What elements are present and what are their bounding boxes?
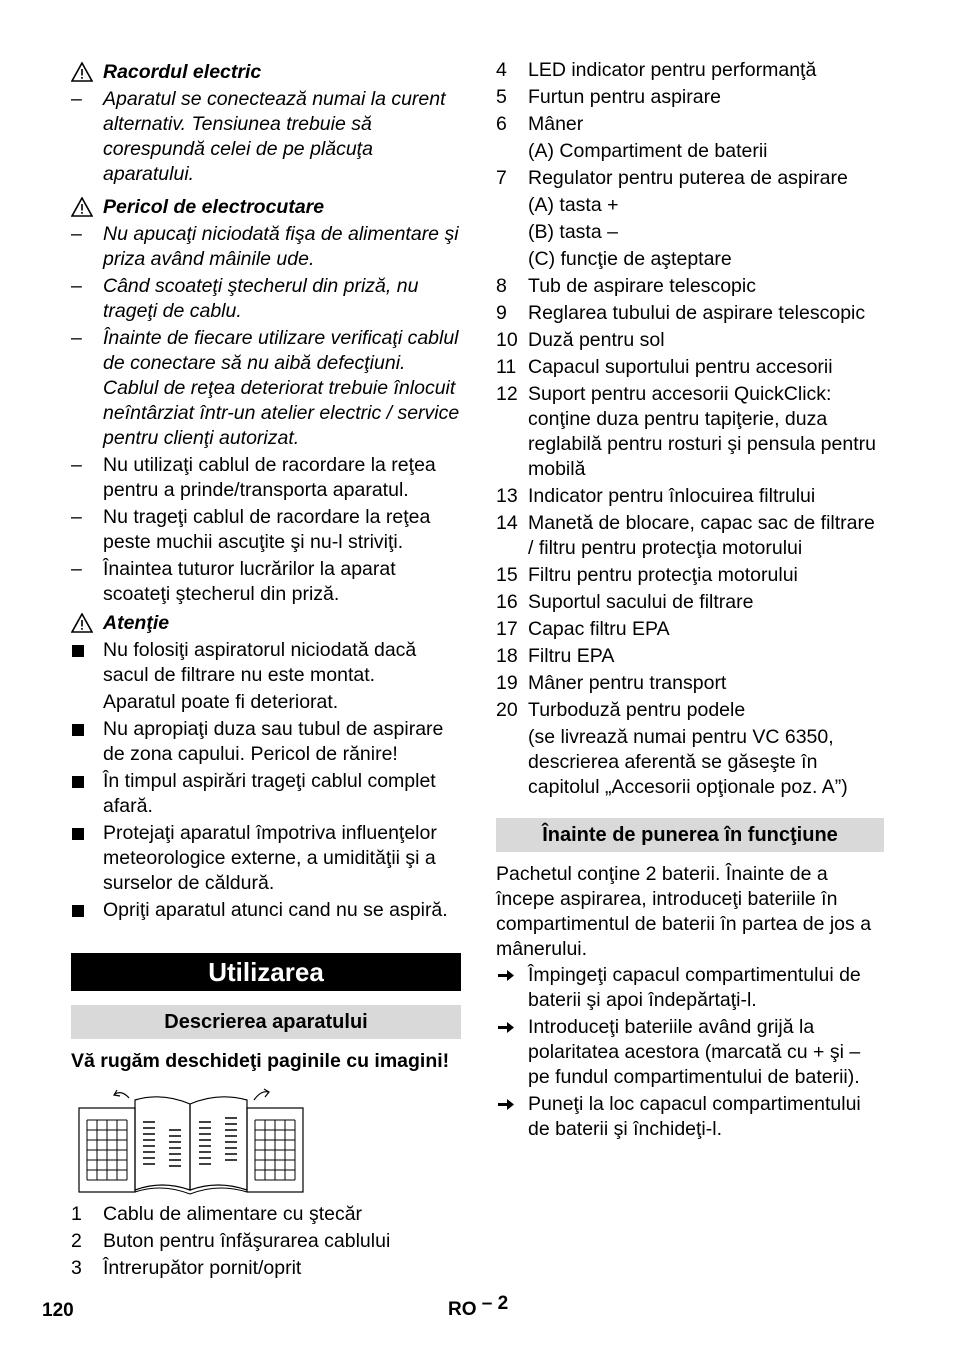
instruction-open-pages: Vă rugăm deschideţi paginile cu imagini! (71, 1050, 450, 1072)
component-list-item: 11 Capacul suportului pentru accesorii (496, 356, 833, 378)
square-bullet-icon (72, 776, 84, 788)
section-heading-before-use: Înainte de punerea în funcţiune (496, 818, 884, 852)
component-list-item: 6 Mâner (496, 113, 584, 135)
battery-paragraph: Pachetul conţine 2 baterii. Înainte de a începe aspirarea, introduceţi bateriile în compartimentul de baterii în partea de jos a mânerului. (496, 863, 872, 960)
component-list-item: 3 Întrerupător pornit/oprit (71, 1257, 302, 1279)
component-list-item: 7 Regulator pentru puterea de aspirare (496, 167, 848, 189)
list-item: – Nu trageţi cablul de racordare la reţea peste muchii ascuţite şi nu-l striviţi. (71, 505, 461, 555)
component-list-item: 4 LED indicator pentru performanţă (496, 59, 817, 81)
warning-heading-shock (71, 195, 461, 220)
component-sub-item: (B) tasta – (528, 221, 618, 243)
component-list-item: 9 Reglarea tubului de aspirare telescopic (496, 302, 866, 324)
component-list-item: 10 Duză pentru sol (496, 329, 665, 351)
square-bullet-icon (72, 905, 84, 917)
warning-triangle-icon (71, 62, 93, 82)
component-list-item: 14 Manetă de blocare, capac sac de filtrare / filtru pentru protecţia motorului (496, 512, 875, 559)
language-code: RO (448, 1299, 477, 1320)
caution-item: Nu folosiţi aspiratorul niciodată dacă sacul de filtrare nu este montat. (71, 638, 461, 688)
step-item: Puneţi la loc capacul compartimentului de baterii şi închideţi-l. (496, 1092, 884, 1142)
list-item: – Înainte de fiecare utilizare verificaţi cablul de conectare să nu aibă defecţiuni. Cablul de reţea deteriorat trebuie înlocuit neîntârziat într-un atelier electric / service pentru clienţi autorizat. (71, 326, 461, 451)
section-heading-usage: Utilizarea (71, 953, 461, 991)
right-column (496, 58, 884, 1144)
component-list-item: 2 Buton pentru înfăşurarea cablului (71, 1230, 391, 1252)
page-suffix: – 2 (481, 1293, 509, 1314)
warning-heading-electrical (71, 60, 461, 85)
component-list-item: 13 Indicator pentru înlocuirea filtrului (496, 485, 816, 507)
component-list-item: 18 Filtru EPA (496, 645, 615, 667)
caution-item: Nu apropiaţi duza sau tubul de aspirare de zona capului. Pericol de rănire! (71, 717, 461, 767)
component-list-item: 5 Furtun pentru aspirare (496, 86, 721, 108)
component-list-item: 16 Suportul sacului de filtrare (496, 591, 754, 613)
open-book-illustration (77, 1086, 309, 1196)
component-list-item: 19 Mâner pentru transport (496, 672, 727, 694)
warning-title: Atenţie (103, 612, 170, 634)
caution-item: Protejaţi aparatul împotriva influenţelor meteorologice externe, a umidităţii şi a surselor de căldură. (71, 821, 461, 896)
caution-item: Opriţi aparatul atunci cand nu se aspiră. (71, 898, 461, 923)
list-item: – Nu apucaţi niciodată fişa de alimentare şi priza având mâinile ude. (71, 222, 461, 272)
component-list-item: 15 Filtru pentru protecţia motorului (496, 564, 798, 586)
component-list-item: 12 Suport pentru accesorii QuickClick: conţine duza pentru tapiţerie, duza reglabilă pentru rosturi şi pensula pentru mobilă (496, 383, 876, 480)
component-sub-item: (C) funcţie de aşteptare (528, 248, 732, 270)
square-bullet-icon (72, 645, 84, 657)
list-item: – Înaintea tuturor lucrărilor la aparat scoateţi ştecherul din priză. (71, 557, 461, 607)
step-item: Împingeţi capacul compartimentului de baterii şi apoi îndepărtaţi-l. (496, 963, 884, 1013)
list-item: – Când scoateţi ştecherul din priză, nu trageţi de cablu. (71, 274, 461, 324)
component-list-item: 8 Tub de aspirare telescopic (496, 275, 756, 297)
warning-title: Racordul electric (103, 61, 262, 83)
list-item: – Nu utilizaţi cablul de racordare la reţea pentru a prinde/transporta aparatul. (71, 453, 461, 503)
component-sub-item: (A) tasta + (528, 194, 619, 216)
left-column (71, 58, 461, 1283)
caution-item-continuation: Aparatul poate fi deteriorat. (103, 691, 339, 713)
component-sub-item: (se livrează numai pentru VC 6350, descrierea aferentă se găseşte în capitolul „Accesorii opţionale poz. A”) (528, 726, 848, 798)
warning-heading-caution (71, 611, 461, 636)
list-item: – Aparatul se conectează numai la curent alternativ. Tensiunea trebuie să corespundă celei de pe plăcuţa aparatului. (71, 87, 461, 187)
component-list-item: 1 Cablu de alimentare cu ştecăr (71, 1203, 363, 1225)
component-sub-item: (A) Compartiment de baterii (528, 140, 768, 162)
page-number: 120 (42, 1300, 74, 1321)
warning-triangle-icon (71, 613, 93, 633)
square-bullet-icon (72, 828, 84, 840)
arrow-right-icon (498, 1098, 514, 1111)
subsection-heading-description: Descrierea aparatului (71, 1005, 461, 1039)
warning-title: Pericol de electrocutare (103, 196, 325, 218)
arrow-right-icon (498, 1021, 514, 1034)
caution-item: În timpul aspirări trageţi cablul complet afară. (71, 769, 461, 819)
arrow-right-icon (498, 969, 514, 982)
square-bullet-icon (72, 724, 84, 736)
warning-triangle-icon (71, 197, 93, 217)
component-list-item: 20 Turboduză pentru podele (496, 699, 746, 721)
component-list-item: 17 Capac filtru EPA (496, 618, 670, 640)
step-item: Introduceţi bateriile având grijă la polaritatea acestora (marcată cu + şi – pe fundul compartimentului de baterii). (496, 1015, 884, 1090)
page-footer-label (448, 1293, 509, 1322)
